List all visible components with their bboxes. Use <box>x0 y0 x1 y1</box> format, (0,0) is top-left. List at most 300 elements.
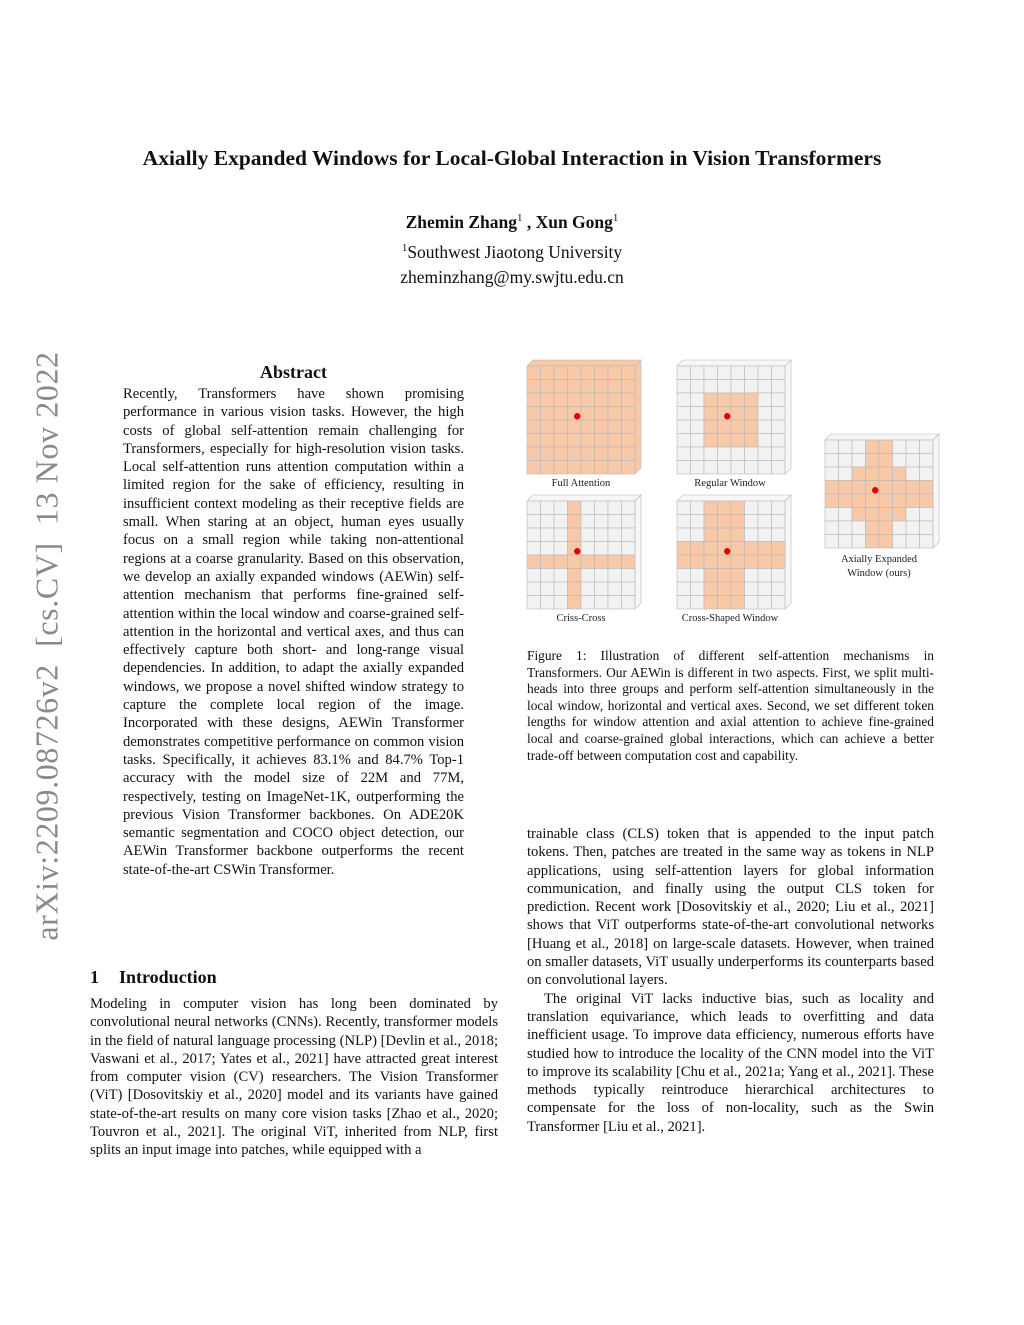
panel-criss-cross <box>527 495 641 609</box>
criss-cross-token-cell <box>581 515 595 529</box>
criss-cross-token-cell <box>527 596 541 610</box>
axially-expanded-window-token-cell <box>893 535 907 549</box>
criss-cross-token-cell <box>554 542 568 556</box>
cross-shaped-window-token-cell <box>758 596 772 610</box>
criss-cross-token-cell <box>622 501 636 515</box>
regular-window-token-cell <box>718 461 732 475</box>
cross-shaped-window-token-cell <box>772 515 786 529</box>
cross-shaped-window-token-cell <box>772 582 786 596</box>
full-attention-token-cell <box>541 366 555 380</box>
section-title: Introduction <box>119 967 217 987</box>
axially-expanded-window-token-cell <box>839 454 853 468</box>
regular-window-token-cell <box>718 420 732 434</box>
axially-expanded-window-token-cell <box>879 494 893 508</box>
cross-shaped-window-token-cell <box>704 596 718 610</box>
full-attention-token-cell <box>527 461 541 475</box>
regular-window-token-cell <box>704 420 718 434</box>
axially-expanded-window-token-cell <box>920 454 934 468</box>
criss-cross-token-cell <box>527 555 541 569</box>
cross-shaped-window-token-cell <box>691 596 705 610</box>
full-attention-token-cell <box>554 434 568 448</box>
regular-window-token-cell <box>772 420 786 434</box>
axially-expanded-window-token-cell <box>906 535 920 549</box>
regular-window-token-cell <box>772 393 786 407</box>
full-attention-token-cell <box>568 461 582 475</box>
axially-expanded-window-token-cell <box>920 440 934 454</box>
full-attention-token-cell <box>541 447 555 461</box>
regular-window-side-face <box>785 360 791 474</box>
cross-shaped-window-token-cell <box>677 542 691 556</box>
axially-expanded-window-token-cell <box>852 535 866 549</box>
regular-window-token-cell <box>772 407 786 421</box>
criss-cross-token-cell <box>554 582 568 596</box>
full-attention-token-cell <box>595 393 609 407</box>
full-attention-token-cell <box>622 461 636 475</box>
criss-cross-token-cell <box>622 528 636 542</box>
right-column-paragraph-2: The original ViT lacks inductive bias, such as locality and translation equivariance, which leads to overfitting and data inefficient usage. To improve data efficiency, numerous efforts have studied how to introduce the locality of the CNN model into the ViT to improve its scalability [Chu et al., 2021a; Yang et al., 2021]. These methods typically reintroduce hierarchical architectures to compensate for the loss of non-locality, such as the Swin Transformer [Liu et al., 2021]. <box>527 990 934 1135</box>
full-attention-token-cell <box>568 420 582 434</box>
regular-window-token-cell <box>772 434 786 448</box>
axially-expanded-window-token-cell <box>893 521 907 535</box>
full-attention-token-cell <box>608 434 622 448</box>
criss-cross-token-cell <box>541 528 555 542</box>
regular-window-token-cell <box>718 434 732 448</box>
criss-cross-token-cell <box>622 596 636 610</box>
axially-expanded-window-token-cell <box>866 454 880 468</box>
full-attention-token-cell <box>595 407 609 421</box>
cross-shaped-window-token-cell <box>758 555 772 569</box>
cross-shaped-window-token-cell <box>704 542 718 556</box>
full-attention-token-cell <box>581 380 595 394</box>
axially-expanded-window-token-cell <box>825 535 839 549</box>
criss-cross-token-cell <box>568 528 582 542</box>
cross-shaped-window-token-cell <box>718 569 732 583</box>
axially-expanded-window-token-cell <box>852 481 866 495</box>
cross-shaped-window-token-cell <box>731 528 745 542</box>
axially-expanded-window-token-cell <box>825 521 839 535</box>
full-attention-token-cell <box>608 380 622 394</box>
regular-window-token-cell <box>745 366 759 380</box>
cross-shaped-window-token-cell <box>772 596 786 610</box>
regular-window-token-cell <box>691 366 705 380</box>
cross-shaped-window-top-face <box>677 495 791 501</box>
regular-window-token-cell <box>691 434 705 448</box>
axially-expanded-window-token-cell <box>920 508 934 522</box>
axially-expanded-window-token-cell <box>839 494 853 508</box>
full-attention-token-cell <box>527 420 541 434</box>
axially-expanded-window-token-cell <box>879 454 893 468</box>
author-1-affil-mark: 1 <box>516 212 523 225</box>
criss-cross-token-cell <box>527 528 541 542</box>
full-attention-token-cell <box>568 366 582 380</box>
regular-window-token-cell <box>704 447 718 461</box>
regular-window-token-cell <box>731 366 745 380</box>
regular-window-token-cell <box>745 461 759 475</box>
axially-expanded-window-token-cell <box>825 494 839 508</box>
criss-cross-token-cell <box>622 555 636 569</box>
criss-cross-token-cell <box>527 501 541 515</box>
full-attention-token-cell <box>554 366 568 380</box>
criss-cross-token-cell <box>541 501 555 515</box>
criss-cross-token-cell <box>595 515 609 529</box>
cross-shaped-window-token-cell <box>758 569 772 583</box>
axially-expanded-window-token-cell <box>825 481 839 495</box>
axially-expanded-window-token-cell <box>893 494 907 508</box>
cross-shaped-window-token-cell <box>772 528 786 542</box>
full-attention-side-face <box>635 360 641 474</box>
regular-window-token-cell <box>745 393 759 407</box>
axially-expanded-window-top-face <box>825 434 939 440</box>
criss-cross-token-cell <box>554 596 568 610</box>
criss-cross-token-cell <box>554 569 568 583</box>
paper-title: Axially Expanded Windows for Local-Global Interaction in Vision Transformers <box>142 146 882 170</box>
author-2-name: Xun Gong <box>535 212 613 232</box>
full-attention-token-cell <box>554 407 568 421</box>
axially-expanded-window-token-cell <box>893 440 907 454</box>
cross-shaped-window-side-face <box>785 495 791 609</box>
axially-expanded-window-token-cell <box>879 440 893 454</box>
axially-expanded-window-token-cell <box>852 440 866 454</box>
abstract-body: Recently, Transformers have shown promising performance in various vision tasks. However, the high costs of global self-attention remain challenging for Transformers, especially for high-resolution vision tasks. Local self-attention runs attention computation within a limited region for the sake of efficiency, resulting in insufficient context modeling as their receptive fields are small. When staring at an object, human eyes usually focus on a small region while taking non-attentional regions at a coarse granularity. Based on this observation, we develop an axially expanded windows (AEWin) self-attention mechanism that performs fine-grained self-attention within the local window and coarse-grained self-attention in the horizontal and vertical axes, and thus can effectively capture both short- and long-range visual dependencies. In addition, to adapt the axially expanded windows, we propose a novel shifted window strategy to capture the complete local region of the image. Incorporated with these designs, AEWin Transformer demonstrates competitive performance on common vision tasks. Specifically, it achieves 83.1% and 84.7% Top-1 accuracy with the model size of 22M and 77M, respectively, testing on ImageNet-1K, outperforming the previous Vision Transformer backbones. On ADE20K semantic segmentation and COCO object detection, our AEWin Transformer backbone outperforms the recent state-of-the-art CSWin Transformer. <box>123 386 464 878</box>
cross-shaped-window-token-cell <box>718 596 732 610</box>
criss-cross-token-cell <box>581 555 595 569</box>
full-attention-token-cell <box>595 380 609 394</box>
criss-cross-top-face <box>527 495 641 501</box>
cross-shaped-window-token-cell <box>691 528 705 542</box>
cross-shaped-window-token-cell <box>758 515 772 529</box>
full-attention-token-cell <box>581 447 595 461</box>
axially-expanded-window-token-cell <box>893 467 907 481</box>
axially-expanded-window-token-cell <box>825 467 839 481</box>
criss-cross-token-cell <box>595 542 609 556</box>
full-attention-token-cell <box>541 434 555 448</box>
right-column-paragraph-1: trainable class (CLS) token that is appended to the input patch tokens. Then, patches are treated in the same way as tokens in NLP applications, using self-attention layers for global information communication, and finally using the output CLS token for prediction. Recent work [Dosovitskiy et al., 2020; Liu et al., 2021] shows that ViT outperforms state-of-the-art convolutional networks [Huang et al., 2018] on large-scale datasets. However, when trained on smaller datasets, ViT usually underperforms its counterparts based on convolutional layers. <box>527 826 934 989</box>
criss-cross-token-cell <box>541 515 555 529</box>
axially-expanded-window-token-cell <box>906 440 920 454</box>
regular-window-token-cell <box>691 380 705 394</box>
criss-cross-token-cell <box>581 501 595 515</box>
criss-cross-token-cell <box>622 515 636 529</box>
cross-shaped-window-token-cell <box>691 542 705 556</box>
full-attention-token-cell <box>541 380 555 394</box>
regular-window-token-cell <box>772 380 786 394</box>
full-attention-top-face <box>527 360 641 366</box>
affiliation-name: Southwest Jiaotong University <box>407 242 623 262</box>
axially-expanded-window-token-cell <box>879 481 893 495</box>
cross-shaped-window-token-cell <box>772 555 786 569</box>
cross-shaped-window-token-cell <box>731 596 745 610</box>
label-full-attention: Full Attention <box>551 478 611 489</box>
full-attention-token-cell <box>608 393 622 407</box>
cross-shaped-window-token-cell <box>677 569 691 583</box>
label-criss-cross: Criss-Cross <box>556 613 606 624</box>
cross-shaped-window-token-cell <box>677 515 691 529</box>
regular-window-token-cell <box>691 461 705 475</box>
axially-expanded-window-token-cell <box>879 521 893 535</box>
regular-window-token-cell <box>731 393 745 407</box>
full-attention-token-cell <box>568 447 582 461</box>
panel-cross-shaped-window <box>677 495 791 609</box>
cross-shaped-window-token-cell <box>677 555 691 569</box>
regular-window-token-cell <box>677 393 691 407</box>
cross-shaped-window-token-cell <box>677 528 691 542</box>
regular-window-token-cell <box>691 407 705 421</box>
criss-cross-token-cell <box>608 501 622 515</box>
regular-window-token-cell <box>731 420 745 434</box>
criss-cross-token-cell <box>595 501 609 515</box>
full-attention-token-cell <box>581 393 595 407</box>
regular-window-token-cell <box>772 461 786 475</box>
full-attention-token-cell <box>595 447 609 461</box>
full-attention-token-cell <box>581 420 595 434</box>
full-attention-token-cell <box>608 407 622 421</box>
full-attention-query-point <box>574 413 580 419</box>
cross-shaped-window-token-cell <box>718 582 732 596</box>
criss-cross-token-cell <box>608 582 622 596</box>
criss-cross-query-point <box>574 548 580 554</box>
label-cross-shaped-window: Cross-Shaped Window <box>681 613 779 624</box>
criss-cross-token-cell <box>595 528 609 542</box>
full-attention-token-cell <box>595 461 609 475</box>
cross-shaped-window-token-cell <box>731 515 745 529</box>
arxiv-stamp: arXiv:2209.08726v2 [cs.CV] 13 Nov 2022 <box>28 351 65 941</box>
axially-expanded-window-token-cell <box>839 440 853 454</box>
full-attention-token-cell <box>527 366 541 380</box>
regular-window-token-cell <box>704 380 718 394</box>
criss-cross-token-cell <box>581 542 595 556</box>
cross-shaped-window-token-cell <box>731 542 745 556</box>
cross-shaped-window-token-cell <box>745 501 759 515</box>
regular-window-token-cell <box>758 461 772 475</box>
criss-cross-token-cell <box>568 515 582 529</box>
criss-cross-token-cell <box>554 555 568 569</box>
full-attention-token-cell <box>568 434 582 448</box>
cross-shaped-window-token-cell <box>772 501 786 515</box>
full-attention-token-cell <box>554 393 568 407</box>
panel-regular-window <box>677 360 791 474</box>
figure-1-attention-diagram <box>521 355 941 640</box>
cross-shaped-window-token-cell <box>772 542 786 556</box>
axially-expanded-window-token-cell <box>879 467 893 481</box>
regular-window-token-cell <box>718 380 732 394</box>
cross-shaped-window-token-cell <box>758 542 772 556</box>
axially-expanded-window-token-cell <box>852 508 866 522</box>
cross-shaped-window-token-cell <box>691 555 705 569</box>
figure-1-caption: Figure 1: Illustration of different self-attention mechanisms in Transformers. Our AEWin is different in two aspects. First, we split multi-heads into three groups and perform self-attention simultaneously in the local window, horizontal and vertical axes. Second, we set different token lengths for window attention and axial attention to achieve fine-grained local and coarse-grained global interactions, which can achieve a better trade-off between computation cost and capability. <box>527 648 934 763</box>
full-attention-token-cell <box>527 407 541 421</box>
cross-shaped-window-token-cell <box>772 569 786 583</box>
regular-window-token-cell <box>677 461 691 475</box>
criss-cross-token-cell <box>622 542 636 556</box>
regular-window-token-cell <box>758 447 772 461</box>
regular-window-query-point <box>724 413 730 419</box>
full-attention-token-cell <box>527 434 541 448</box>
axially-expanded-window-token-cell <box>839 508 853 522</box>
full-attention-token-cell <box>581 366 595 380</box>
axially-expanded-window-token-cell <box>839 535 853 549</box>
regular-window-token-cell <box>745 447 759 461</box>
regular-window-token-cell <box>677 407 691 421</box>
criss-cross-token-cell <box>581 569 595 583</box>
regular-window-token-cell <box>758 380 772 394</box>
introduction-paragraph-1: Modeling in computer vision has long been dominated by convolutional neural networks (CNNs). Recently, transformer models in the field of natural language processing (NLP) [Devlin et al., 2018; Vaswani et al., 2017; Yates et al., 2021] have attracted great interest from computer vision (CV) researchers. The Vision Transformer (ViT) [Dosovitskiy et al., 2020] model and its variants have gained state-of-the-art results on many core vision tasks [Zhao et al., 2020; Touvron et al., 2021]. The original ViT, inherited from NLP, first splits an input image into patches, while equipped with a <box>90 996 498 1159</box>
full-attention-token-cell <box>622 434 636 448</box>
full-attention-token-cell <box>622 407 636 421</box>
cross-shaped-window-query-point <box>724 548 730 554</box>
full-attention-token-cell <box>595 420 609 434</box>
criss-cross-token-cell <box>581 582 595 596</box>
full-attention-token-cell <box>608 447 622 461</box>
full-attention-token-cell <box>541 461 555 475</box>
axially-expanded-window-token-cell <box>906 481 920 495</box>
criss-cross-token-cell <box>568 501 582 515</box>
affiliation <box>0 242 1024 263</box>
axially-expanded-window-token-cell <box>852 467 866 481</box>
affiliation-mark: 1 <box>401 242 408 255</box>
axially-expanded-window-token-cell <box>852 521 866 535</box>
full-attention-token-cell <box>608 420 622 434</box>
regular-window-token-cell <box>704 461 718 475</box>
criss-cross-token-cell <box>527 582 541 596</box>
axially-expanded-window-token-cell <box>866 440 880 454</box>
author-separator: , <box>526 212 532 232</box>
full-attention-token-cell <box>554 447 568 461</box>
cross-shaped-window-token-cell <box>691 515 705 529</box>
axially-expanded-window-token-cell <box>920 494 934 508</box>
axially-expanded-window-token-cell <box>852 454 866 468</box>
axially-expanded-window-token-cell <box>906 467 920 481</box>
regular-window-token-cell <box>745 407 759 421</box>
full-attention-token-cell <box>595 366 609 380</box>
full-attention-token-cell <box>581 461 595 475</box>
cross-shaped-window-token-cell <box>718 515 732 529</box>
regular-window-token-cell <box>677 447 691 461</box>
full-attention-token-cell <box>554 420 568 434</box>
cross-shaped-window-token-cell <box>691 501 705 515</box>
regular-window-token-cell <box>772 447 786 461</box>
regular-window-token-cell <box>704 393 718 407</box>
full-attention-token-cell <box>622 393 636 407</box>
regular-window-token-cell <box>677 366 691 380</box>
right-column-text <box>527 825 934 1136</box>
cross-shaped-window-token-cell <box>704 555 718 569</box>
cross-shaped-window-token-cell <box>745 582 759 596</box>
axially-expanded-window-token-cell <box>893 454 907 468</box>
criss-cross-side-face <box>635 495 641 609</box>
full-attention-token-cell <box>581 407 595 421</box>
criss-cross-token-cell <box>568 582 582 596</box>
abstract-heading: Abstract <box>260 362 327 382</box>
criss-cross-token-cell <box>608 596 622 610</box>
axially-expanded-window-token-cell <box>906 494 920 508</box>
axially-expanded-window-token-cell <box>825 440 839 454</box>
axially-expanded-window-token-cell <box>879 508 893 522</box>
cross-shaped-window-token-cell <box>745 596 759 610</box>
cross-shaped-window-token-cell <box>704 582 718 596</box>
regular-window-token-cell <box>691 447 705 461</box>
regular-window-token-cell <box>677 380 691 394</box>
cross-shaped-window-token-cell <box>745 528 759 542</box>
regular-window-token-cell <box>731 461 745 475</box>
cross-shaped-window-token-cell <box>691 569 705 583</box>
cross-shaped-window-token-cell <box>731 582 745 596</box>
axially-expanded-window-token-cell <box>920 535 934 549</box>
cross-shaped-window-token-cell <box>677 596 691 610</box>
author-email: zheminzhang@my.swjtu.edu.cn <box>400 267 624 287</box>
author-1-name: Zhemin Zhang <box>405 212 517 232</box>
panel-full-attention <box>527 360 641 474</box>
author-2-affil-mark: 1 <box>612 212 619 225</box>
regular-window-token-cell <box>745 380 759 394</box>
criss-cross-token-cell <box>595 555 609 569</box>
criss-cross-token-cell <box>581 528 595 542</box>
criss-cross-token-cell <box>622 569 636 583</box>
regular-window-token-cell <box>758 434 772 448</box>
axially-expanded-window-token-cell <box>893 481 907 495</box>
full-attention-token-cell <box>622 366 636 380</box>
cross-shaped-window-token-cell <box>731 501 745 515</box>
regular-window-token-cell <box>704 407 718 421</box>
regular-window-token-cell <box>704 434 718 448</box>
axially-expanded-window-token-cell <box>879 535 893 549</box>
criss-cross-token-cell <box>541 596 555 610</box>
full-attention-token-cell <box>608 461 622 475</box>
regular-window-token-cell <box>731 434 745 448</box>
cross-shaped-window-token-cell <box>704 515 718 529</box>
criss-cross-token-cell <box>581 596 595 610</box>
regular-window-token-cell <box>758 420 772 434</box>
full-attention-token-cell <box>527 393 541 407</box>
criss-cross-token-cell <box>595 596 609 610</box>
full-attention-token-cell <box>541 393 555 407</box>
full-attention-token-cell <box>622 380 636 394</box>
criss-cross-token-cell <box>541 555 555 569</box>
criss-cross-token-cell <box>622 582 636 596</box>
axially-expanded-window-token-cell <box>866 535 880 549</box>
label-aewin-line-2: Window (ours) <box>847 568 911 579</box>
cross-shaped-window-token-cell <box>758 582 772 596</box>
regular-window-top-face <box>677 360 791 366</box>
axially-expanded-window-token-cell <box>866 521 880 535</box>
full-attention-token-cell <box>554 461 568 475</box>
axially-expanded-window-query-point <box>872 487 878 493</box>
axially-expanded-window-token-cell <box>906 508 920 522</box>
full-attention-token-cell <box>541 420 555 434</box>
criss-cross-token-cell <box>541 569 555 583</box>
criss-cross-token-cell <box>527 569 541 583</box>
cross-shaped-window-token-cell <box>704 501 718 515</box>
regular-window-token-cell <box>731 447 745 461</box>
axially-expanded-window-token-cell <box>920 521 934 535</box>
full-attention-token-cell <box>541 407 555 421</box>
criss-cross-token-cell <box>568 555 582 569</box>
axially-expanded-window-token-cell <box>839 521 853 535</box>
criss-cross-token-cell <box>608 515 622 529</box>
regular-window-token-cell <box>718 393 732 407</box>
full-attention-token-cell <box>595 434 609 448</box>
regular-window-token-cell <box>745 420 759 434</box>
criss-cross-token-cell <box>608 555 622 569</box>
cross-shaped-window-token-cell <box>745 515 759 529</box>
cross-shaped-window-token-cell <box>745 555 759 569</box>
regular-window-token-cell <box>731 380 745 394</box>
panel-axially-expanded-window <box>825 434 939 548</box>
axially-expanded-window-token-cell <box>920 481 934 495</box>
regular-window-token-cell <box>718 447 732 461</box>
full-attention-token-cell <box>568 393 582 407</box>
criss-cross-token-cell <box>608 569 622 583</box>
criss-cross-token-cell <box>568 569 582 583</box>
